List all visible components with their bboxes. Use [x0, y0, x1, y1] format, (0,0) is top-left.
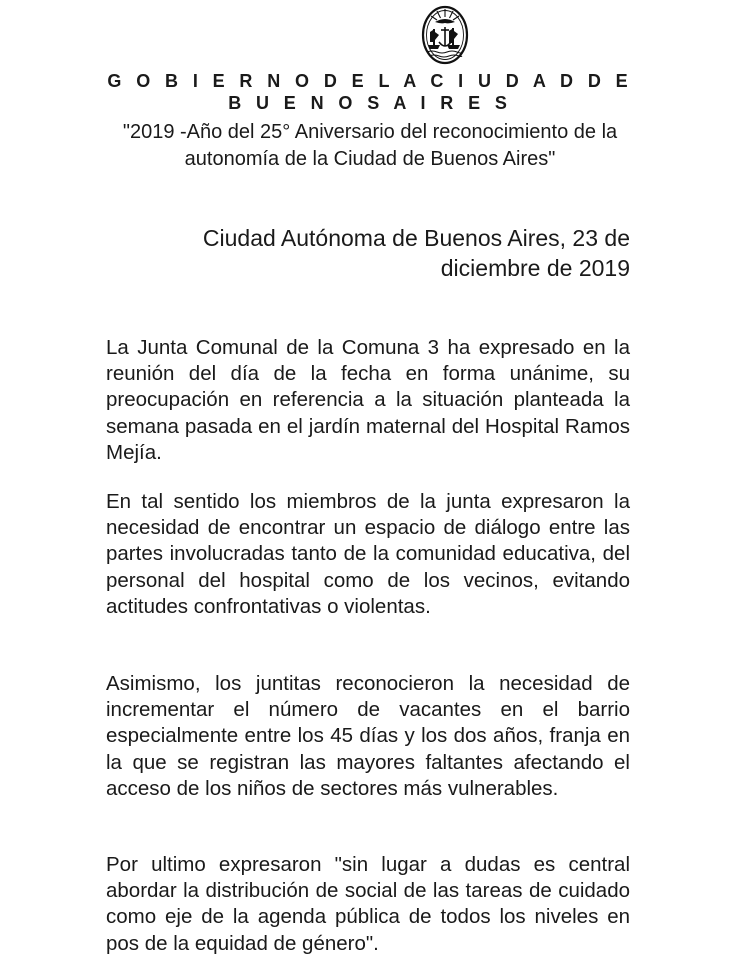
body-paragraph: En tal sentido los miembros de la junta expresaron la necesidad de encontrar un espacio de diálogo entre las partes involucradas tanto de la comunidad educativa, del personal del hospital como de los vecinos, evitando actitudes confrontativas o violentas. — [106, 490, 630, 618]
body-paragraph: Por ultimo expresaron "sin lugar a dudas es central abordar la distribución de social de las tareas de cuidado como eje de la agenda pública de todos los niveles en pos de la equidad de género". — [106, 853, 630, 955]
body-paragraph: La Junta Comunal de la Comuna 3 ha expresado en la reunión del día de la fecha en forma unánime, su preocupación en referencia a la situación planteada la semana pasada en el jardín maternal del Hospital Ramos Mejía. — [106, 336, 630, 464]
body-paragraph: Asimismo, los juntitas reconocieron la necesidad de incrementar el número de vacantes en el barrio especialmente entre los 45 días y los dos años, franja en la que se registran las mayores faltantes afectando el acceso de los niños de sectores más vulnerables. — [106, 672, 630, 800]
commemorative-motto: "2019 -Año del 25° Aniversario del reconocimiento de la autonomía de la Ciudad de Buenos Aires" — [122, 121, 618, 170]
government-title: G O B I E R N O D E L A C I U D A D D E B U E N O S A I R E S — [107, 71, 633, 113]
city-coat-of-arms-icon — [420, 2, 470, 66]
place-and-date: Ciudad Autónoma de Buenos Aires, 23 de diciembre de 2019 — [202, 225, 630, 281]
